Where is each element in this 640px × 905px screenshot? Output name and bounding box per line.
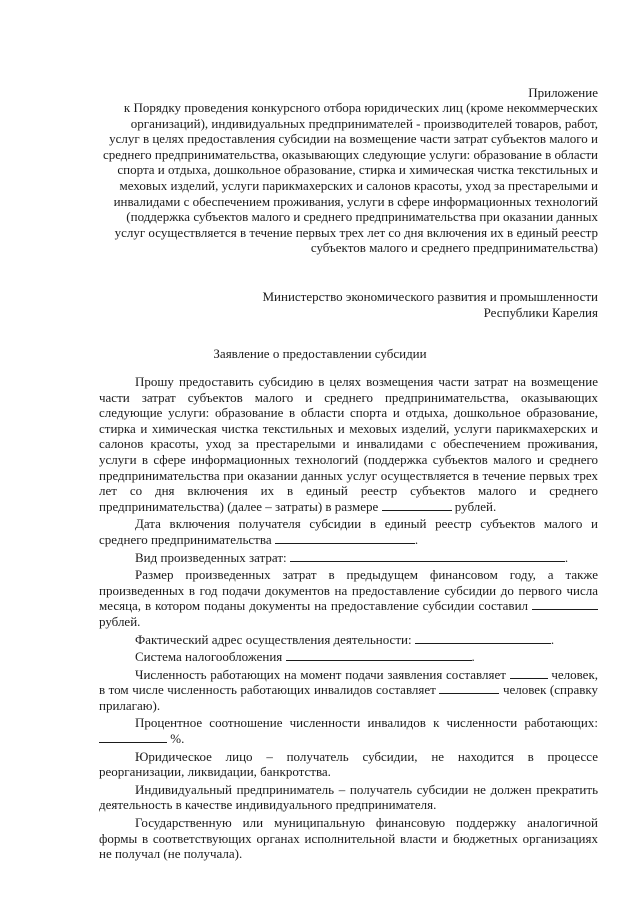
entrepreneur-status-text: Индивидуальный предприниматель – получатель субсидии не должен прекратить деятельность в качестве индивидуального предпринимателя. <box>99 781 598 813</box>
headcount-text: Численность работающих на момент подачи заявления составляет <box>135 666 506 682</box>
disabled-headcount-field[interactable] <box>439 682 499 694</box>
headcount-suffix: человек (справку прилагаю). <box>99 682 599 713</box>
paragraph-disabled-ratio <box>99 715 598 746</box>
tax-system-field[interactable] <box>286 649 472 661</box>
tax-system-suffix: . <box>471 649 475 665</box>
registry-date-text: Дата включения получателя субсидии в единый реестр субъектов малого и среднего предпринимательства <box>99 516 598 547</box>
appendix-text: к Порядку проведения конкурсного отбора юридических лиц (кроме некоммерческих организаций), индивидуальных предпринимателей - производителей товаров, работ, услуг в целях предоставления субсидии на возмещение части затрат субъектов малого и среднего предпринимательства, оказывающих следующие услуги: образование в области спорта и отдыха, дошкольное образование, стирка и химическая чистка текстильных и меховых изделий, услуги парикмахерских и салонов красоты, уход за престарелыми и инвалидами с обеспечением проживания, услуги в сфере информационных технологий (поддержка субъектов малого и среднего предпринимательства при оказании данных услуг осуществляется в течение первых трех лет со дня включения их в единый реестр субъектов малого и среднего предпринимательства) <box>102 100 598 256</box>
legal-entity-status-text: Юридическое лицо – получатель субсидии, не находится в процессе реорганизации, ликвидации, банкротства. <box>99 748 598 780</box>
actual-address-suffix: . <box>550 631 555 647</box>
actual-address-text: Фактический адрес осуществления деятельности: <box>135 631 412 647</box>
recipient-line-2: Республики Карелия <box>483 304 598 320</box>
document-title: Заявление о предоставлении субсидии <box>213 346 427 361</box>
paragraph-expense-type <box>99 550 598 566</box>
registry-date-suffix: . <box>414 531 419 547</box>
headcount-mid-text: человек, в том числе численность работающих инвалидов составляет <box>99 666 599 698</box>
recipient-block <box>198 289 598 320</box>
tax-system-text: Система налогообложения <box>135 649 283 665</box>
disabled-ratio-text: Процентное соотношение численности инвалидов к численности работающих: <box>135 715 598 731</box>
document-body <box>99 374 598 862</box>
paragraph-actual-address <box>99 632 598 648</box>
expense-total-text: Размер произведенных затрат в предыдущем финансовом году, а также произведенных в год подачи документов на предоставление субсидии до первого числа месяца, в котором поданы документы на предоставление субсидии составил <box>99 567 598 614</box>
registry-date-field[interactable] <box>275 532 415 544</box>
headcount-field[interactable] <box>510 667 548 679</box>
recipient-line-1: Министерство экономического развития и промышленности <box>262 289 598 304</box>
paragraph-support-declaration <box>99 815 598 862</box>
expense-total-field[interactable] <box>532 598 598 610</box>
subsidy-amount-field[interactable] <box>382 499 452 511</box>
paragraph-expense-total <box>99 567 598 629</box>
paragraph-headcount <box>99 667 598 714</box>
disabled-ratio-suffix: %. <box>170 731 185 747</box>
actual-address-field[interactable] <box>415 632 551 644</box>
expense-total-suffix: рублей. <box>99 613 141 629</box>
appendix-title: Приложение <box>528 85 598 100</box>
subsidy-request-text: Прошу предоставить субсидию в целях возмещения части затрат на возмещение части затрат субъектов малого и среднего предпринимательства, оказывающих следующие услуги: образование в области спорта и отдыха, дошкольное образование, стирка и химическая чистка текстильных и меховых изделий, услуги парикмахерских и салонов красоты, уход за престарелыми и инвалидами с обеспечением проживания, услуги в сфере информационных технологий (поддержка субъектов малого и среднего предпринимательства при оказании данных услуг осуществляется в течение первых трех лет со дня включения их в единый реестр субъектов малого и среднего предпринимательства) (далее – затраты) в размере <box>99 374 598 514</box>
disabled-ratio-field[interactable] <box>99 731 167 743</box>
paragraph-legal-entity-status <box>99 749 598 780</box>
paragraph-subsidy-request <box>99 374 598 514</box>
paragraph-tax-system <box>99 649 598 665</box>
paragraph-entrepreneur-status <box>99 782 598 813</box>
expense-type-text: Вид произведенных затрат: <box>135 549 287 565</box>
support-declaration-text: Государственную или муниципальную финансовую поддержку аналогичной формы в соответствующих органах исполнительной власти и бюджетных организациях не получал (не получала). <box>99 815 598 862</box>
subsidy-request-suffix: рублей. <box>454 498 497 514</box>
paragraph-registry-date <box>99 516 598 547</box>
expense-type-field[interactable] <box>290 550 565 562</box>
expense-type-suffix: . <box>564 549 569 565</box>
